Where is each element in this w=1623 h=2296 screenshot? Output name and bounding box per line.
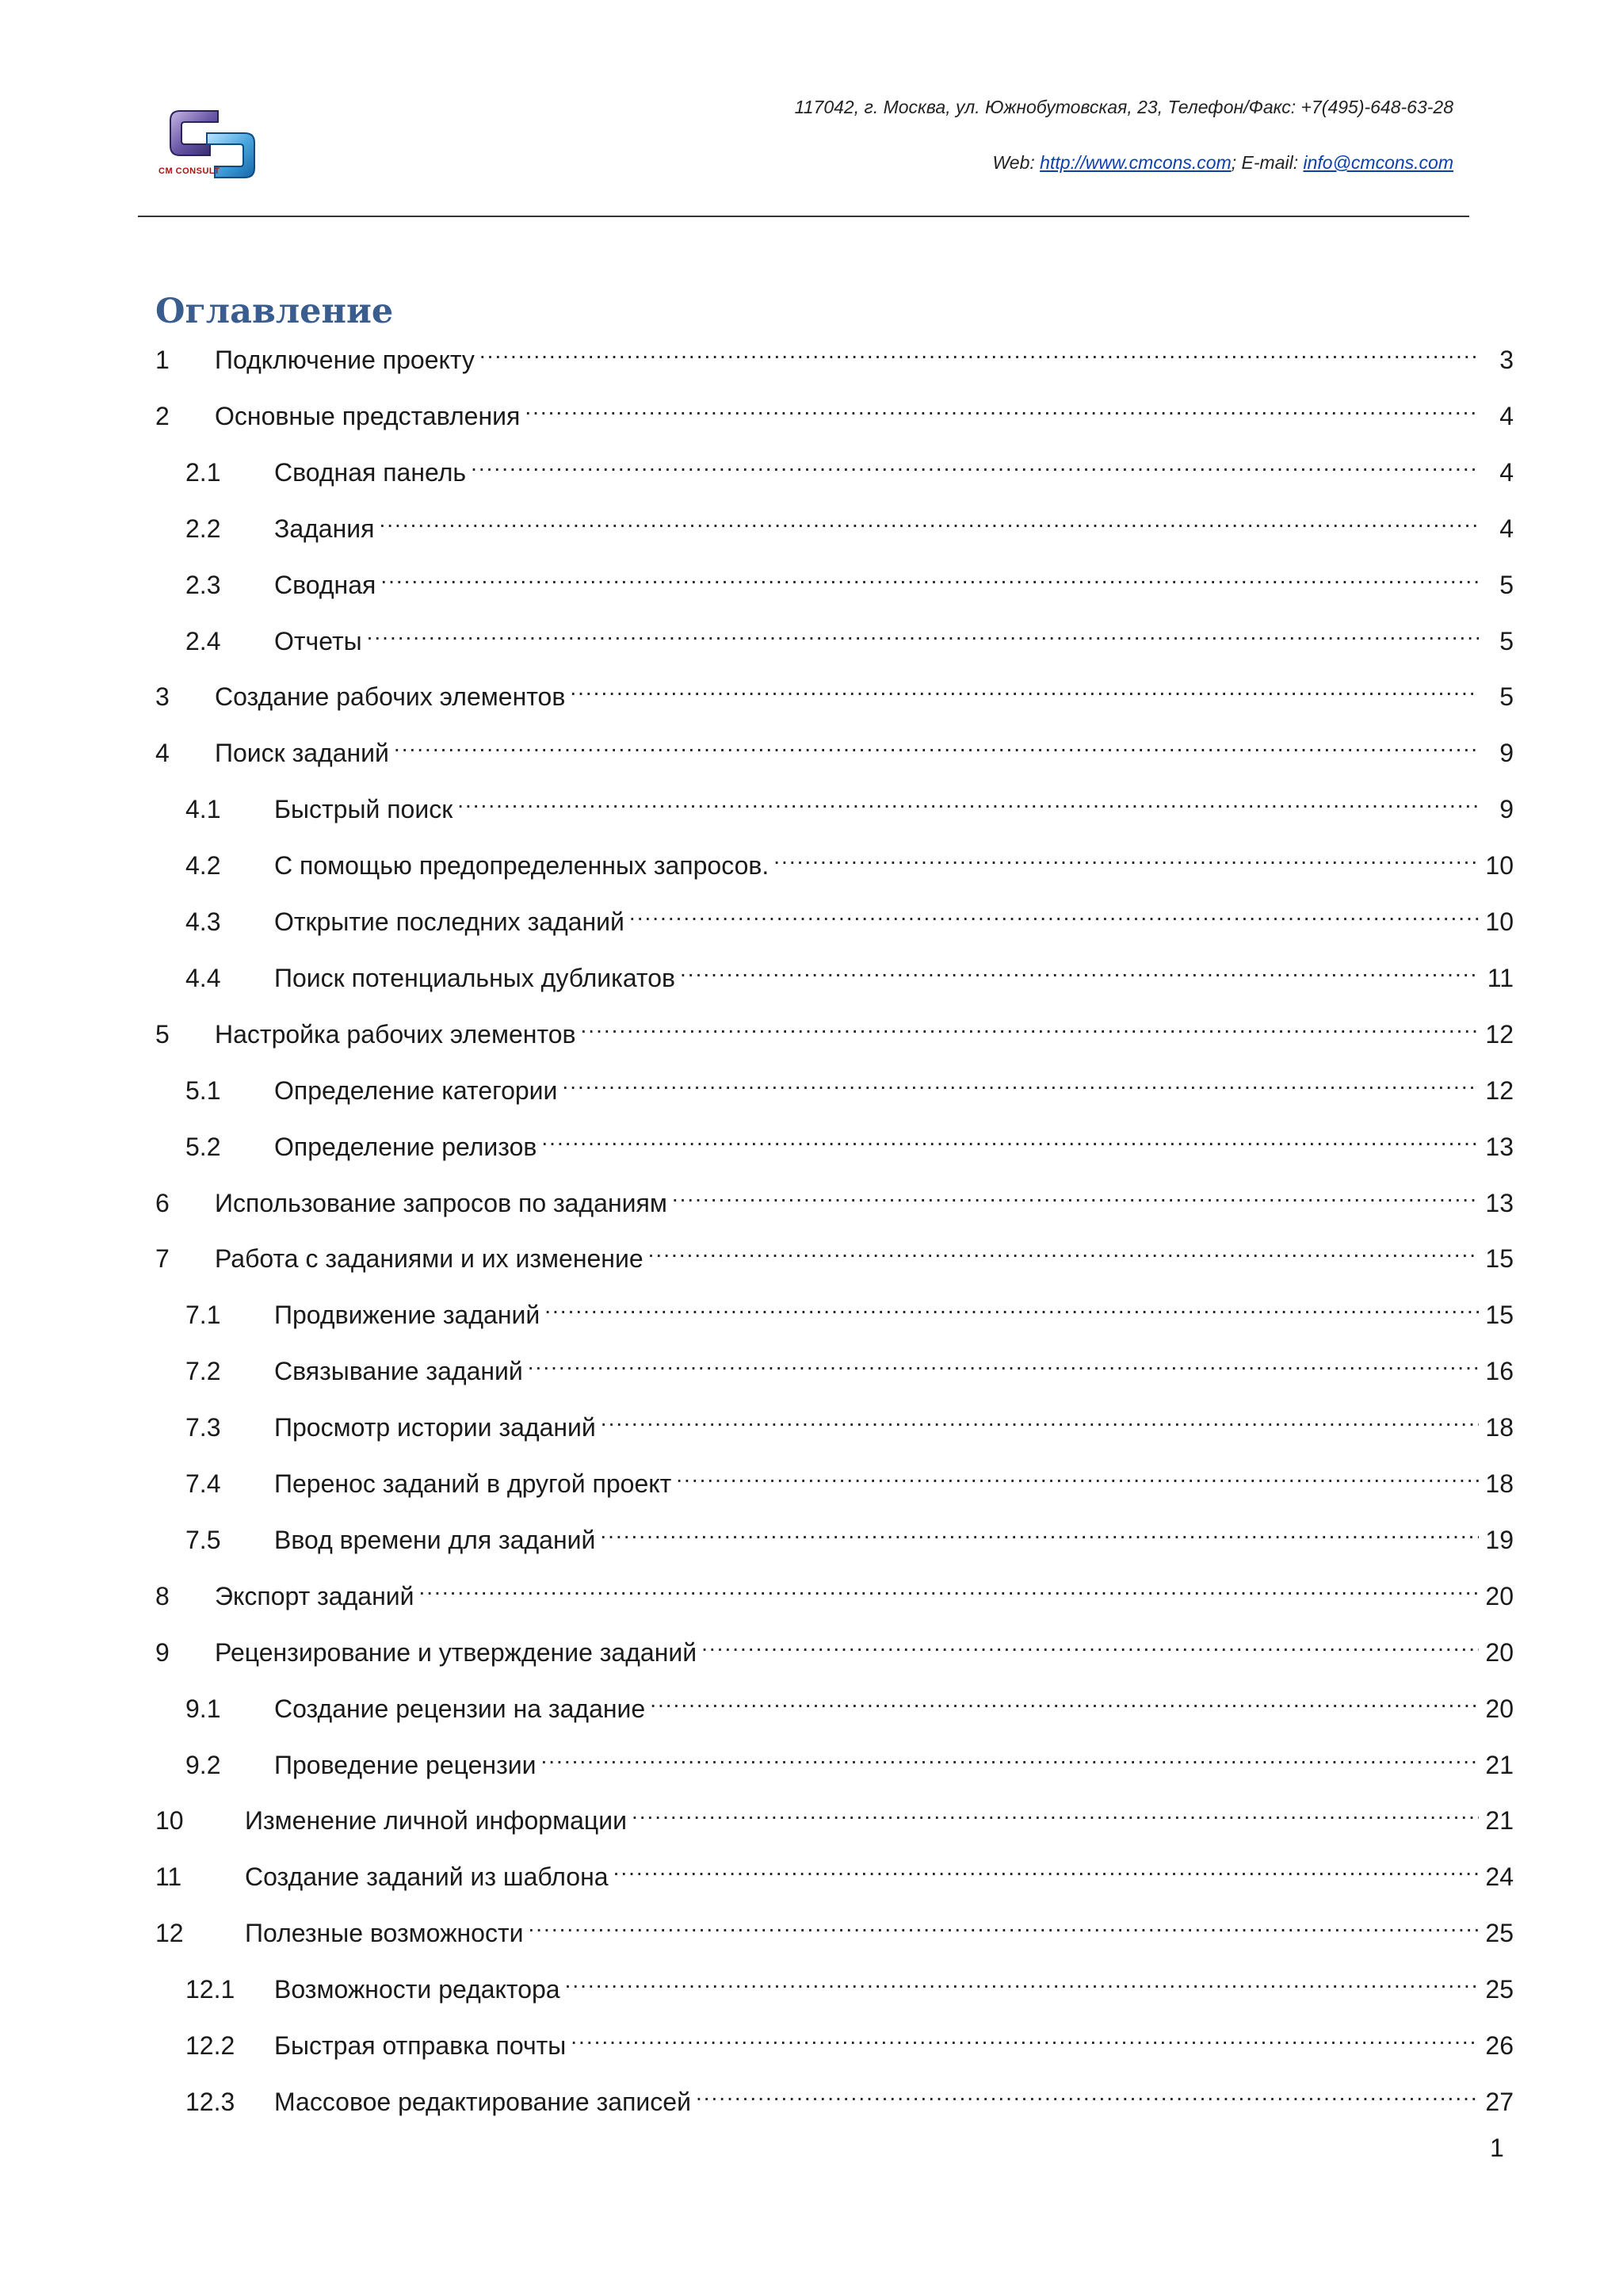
toc-leader-dots [650,1690,1479,1717]
toc-entry[interactable] [155,1970,1514,2008]
toc-entry[interactable] [155,1801,1514,1839]
toc-entry-label: Работа с заданиями и их изменение [215,1244,643,1274]
toc-entry-number: 4.4 [185,963,221,992]
toc-entry-page: 10 [1485,851,1514,881]
toc-entry[interactable] [155,566,1514,604]
toc-entry-label: Сводная панель [274,457,467,487]
toc-entry[interactable] [155,1184,1514,1222]
toc-entry[interactable] [155,1690,1514,1728]
toc-entry-number: 2.3 [185,570,221,599]
toc-entry-page: 5 [1499,626,1514,655]
toc-leader-dots [600,1522,1479,1549]
toc-entry-page: 13 [1485,1188,1514,1217]
toc-entry-page: 5 [1499,570,1514,599]
toc-entry[interactable] [155,341,1514,379]
header-contacts [993,152,1453,174]
toc-entry-number: 12.3 [185,2087,235,2116]
toc-leader-dots [367,623,1479,650]
toc-leader-dots [471,454,1479,481]
toc-entry[interactable] [155,1633,1514,1671]
toc-entry-page: 16 [1485,1357,1514,1386]
toc-entry[interactable] [155,397,1514,435]
toc-entry-label: Перенос заданий в другой проект [274,1469,672,1498]
toc-entry-label: Поиск заданий [215,739,389,768]
toc-leader-dots [541,1129,1479,1156]
toc-entry-label: Настройка рабочих элементов [215,1019,576,1049]
toc-leader-dots [562,1072,1479,1099]
toc-title: Оглавление [155,292,394,331]
toc-entry[interactable] [155,1352,1514,1390]
toc-entry-label: Связывание заданий [274,1357,523,1386]
toc-entry[interactable] [155,1914,1514,1952]
toc-entry[interactable] [155,1521,1514,1559]
toc-entry[interactable] [155,846,1514,884]
toc-entry-label: Определение категории [274,1075,558,1105]
toc-entry[interactable] [155,734,1514,772]
toc-entry-number: 5 [155,1019,170,1049]
toc-entry-number: 4.1 [185,795,221,824]
toc-leader-dots [601,1409,1479,1436]
toc-entry-page: 18 [1485,1413,1514,1442]
toc-entry-number: 7.3 [185,1413,221,1442]
toc-entry-page: 20 [1485,1637,1514,1667]
toc-leader-dots [380,567,1479,594]
toc-leader-dots [479,342,1479,369]
toc-entry-page: 11 [1487,963,1514,992]
toc-entry-label: Сводная [274,570,376,599]
toc-entry-page: 27 [1485,2087,1514,2116]
toc-entry[interactable] [155,1858,1514,1896]
page-number: 1 [1490,2134,1504,2162]
email-link[interactable]: info@cmcons.com [1303,152,1453,173]
toc-entry-label: Рецензирование и утверждение заданий [215,1637,697,1667]
toc-leader-dots [418,1578,1479,1605]
toc-leader-dots [571,2027,1479,2054]
toc-entry[interactable] [155,2027,1514,2065]
toc-entry-page: 21 [1485,1806,1514,1836]
toc-leader-dots [540,1747,1479,1774]
toc-entry-number: 2 [155,401,170,430]
toc-entry[interactable] [155,622,1514,660]
toc-entry-label: Создание заданий из шаблона [245,1862,609,1892]
toc-leader-dots [613,1859,1479,1885]
toc-entry[interactable] [155,1296,1514,1334]
toc-leader-dots [701,1634,1479,1661]
toc-leader-dots [680,960,1479,987]
toc-leader-dots [394,735,1479,762]
toc-leader-dots [672,1185,1479,1212]
toc-entry-number: 4.2 [185,851,221,881]
toc-entry-page: 4 [1499,401,1514,430]
toc-leader-dots [570,678,1479,705]
toc-entry-label: Создание рабочих элементов [215,682,566,712]
toc-entry[interactable] [155,2083,1514,2121]
toc-entry-number: 4.3 [185,907,221,936]
toc-entry-page: 12 [1485,1019,1514,1049]
toc-entry-label: Задания [274,514,375,543]
toc-entry-page: 4 [1499,514,1514,543]
toc-entry-label: Быстрый поиск [274,795,453,824]
toc-leader-dots [581,1016,1479,1043]
toc-entry-label: Ввод времени для заданий [274,1525,596,1554]
toc-entry-label: Быстрая отправка почты [274,2031,567,2060]
toc-entry-page: 24 [1485,1862,1514,1892]
toc-entry[interactable] [155,1577,1514,1615]
toc-entry[interactable] [155,1128,1514,1166]
toc-entry-number: 4 [155,739,170,768]
toc-entry-label: С помощью предопределенных запросов. [274,851,769,881]
toc-entry-number: 2.2 [185,514,221,543]
toc-entry-label: Открытие последних заданий [274,907,624,936]
toc-entry-label: Проведение рецензии [274,1750,537,1779]
toc-entry-label: Продвижение заданий [274,1301,540,1330]
toc-entry[interactable] [155,1072,1514,1110]
toc-entry-page: 25 [1485,1919,1514,1948]
toc-leader-dots [457,791,1479,818]
toc-entry-number: 1 [155,346,170,374]
toc-entry-page: 9 [1499,795,1514,824]
toc-leader-dots [676,1465,1479,1492]
toc-entry-number: 9.2 [185,1750,221,1779]
toc-entry-label: Определение релизов [274,1132,537,1161]
toc-entry-number: 5.2 [185,1132,221,1161]
toc-leader-dots [696,2084,1479,2111]
toc-entry-label: Полезные возможности [245,1919,524,1948]
toc-leader-dots [773,847,1479,874]
web-link[interactable]: http://www.cmcons.com [1040,152,1232,173]
toc-entry-label: Использование запросов по заданиям [215,1188,667,1217]
toc-entry[interactable] [155,1408,1514,1446]
header-divider [138,216,1469,217]
toc-leader-dots [528,1915,1479,1942]
header-address: 117042, г. Москва, ул. Южнобутовская, 23, Телефон/Факс: +7(495)-648-63-28 [794,97,1453,117]
toc-entry-page: 9 [1499,739,1514,768]
toc-entry-page: 3 [1499,346,1514,374]
toc-entry-page: 18 [1485,1469,1514,1498]
toc-entry-number: 7 [155,1244,170,1274]
toc-entry-label: Основные представления [215,401,521,430]
toc-entry-page: 4 [1499,457,1514,487]
toc-leader-dots [648,1240,1479,1267]
email-label: ; E-mail: [1231,152,1304,173]
toc-entry-label: Подключение проекту [215,346,475,374]
toc-leader-dots [565,1971,1479,1998]
toc-entry[interactable] [155,959,1514,997]
toc-entry-label: Создание рецензии на задание [274,1694,646,1723]
toc-leader-dots [544,1297,1479,1324]
web-label: Web: [992,152,1041,173]
toc-entry-page: 13 [1485,1132,1514,1161]
toc-entry-number: 9.1 [185,1694,221,1723]
toc-entry-page: 15 [1485,1244,1514,1274]
toc-entry[interactable] [155,1240,1514,1278]
toc-entry-number: 12.2 [185,2031,235,2060]
toc-entry-page: 19 [1485,1525,1514,1554]
toc-entry-page: 12 [1485,1075,1514,1105]
toc-entry-page: 25 [1485,1975,1514,2004]
toc-entry[interactable] [155,510,1514,548]
toc-entry-page: 5 [1499,682,1514,712]
toc-entry-label: Экспорт заданий [215,1581,414,1610]
toc-entry-page: 26 [1485,2031,1514,2060]
toc-entry-label: Поиск потенциальных дубликатов [274,963,676,992]
toc-leader-dots [632,1802,1479,1829]
toc-entry[interactable] [155,1015,1514,1053]
toc-entry-number: 7.1 [185,1301,221,1330]
toc-entry-number: 2.1 [185,457,221,487]
logo-caption: CM CONSULT [158,166,220,176]
toc-entry-number: 10 [155,1806,184,1836]
toc-entry-number: 5.1 [185,1075,221,1105]
toc-entry-number: 11 [155,1862,182,1892]
toc-entry[interactable] [155,453,1514,491]
toc-entry-page: 20 [1485,1581,1514,1610]
toc-entry-number: 3 [155,682,170,712]
toc-entry[interactable] [155,790,1514,828]
toc-entry-number: 7.2 [185,1357,221,1386]
toc-entry-number: 12 [155,1919,184,1948]
toc-entry-number: 7.4 [185,1469,221,1498]
toc-entry-number: 7.5 [185,1525,221,1554]
toc-entry-page: 20 [1485,1694,1514,1723]
toc-entry[interactable] [155,678,1514,716]
toc-entry-label: Возможности редактора [274,1975,560,2004]
toc-leader-dots [528,1353,1479,1380]
toc-entry-label: Массовое редактирование записей [274,2087,691,2116]
toc-entry-page: 15 [1485,1301,1514,1330]
toc-entry[interactable] [155,903,1514,941]
toc-entry-number: 9 [155,1637,170,1667]
toc-leader-dots [629,904,1479,930]
toc-leader-dots [379,510,1479,537]
toc-entry[interactable] [155,1746,1514,1784]
toc-leader-dots [525,398,1479,425]
toc-entry-number: 6 [155,1188,170,1217]
toc-entry-number: 2.4 [185,626,221,655]
toc-entry-page: 21 [1485,1750,1514,1779]
toc-entry-label: Отчеты [274,626,362,655]
toc-entry[interactable] [155,1465,1514,1503]
toc-entry-label: Изменение личной информации [245,1806,627,1836]
toc-entry-number: 12.1 [185,1975,235,2004]
toc-entry-label: Просмотр истории заданий [274,1413,596,1442]
toc-entry-number: 8 [155,1581,170,1610]
toc-entry-page: 10 [1485,907,1514,936]
